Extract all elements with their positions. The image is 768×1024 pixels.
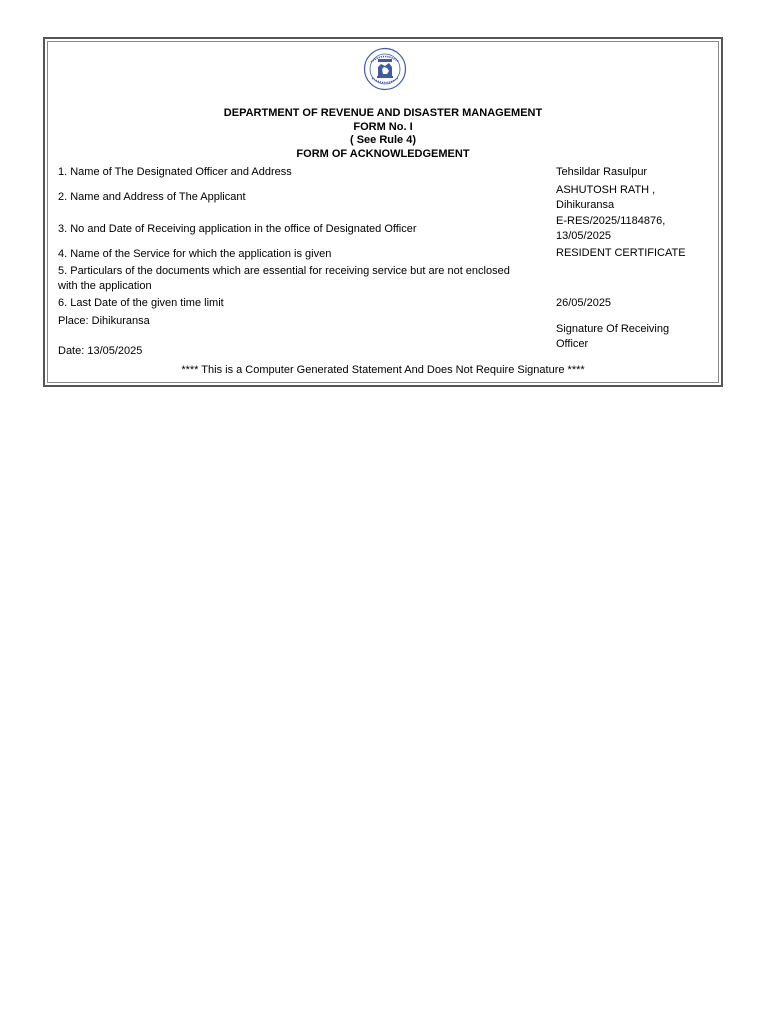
- date: Date: 13/05/2025: [58, 345, 143, 357]
- applicant-label: 2. Name and Address of The Applicant: [58, 191, 246, 203]
- place: Place: Dihikuransa: [58, 315, 150, 327]
- service-name-value: RESIDENT CERTIFICATE: [556, 247, 686, 259]
- form-header: [45, 107, 721, 161]
- rule-reference: ( See Rule 4): [349, 134, 417, 146]
- last-date-label: 6. Last Date of the given time limit: [58, 297, 224, 309]
- signature-caption: [556, 322, 716, 352]
- missing-documents-label-line1: 5. Particulars of the documents which are essential for receiving service but are not enclosed: [58, 265, 510, 277]
- applicant-value: [556, 183, 716, 213]
- application-date: 13/05/2025: [556, 230, 612, 242]
- last-date-value: 26/05/2025: [556, 297, 612, 309]
- signature-caption-line2: Officer: [556, 338, 589, 350]
- missing-documents-label-line2: with the application: [58, 280, 152, 292]
- acknowledgement-form: [43, 37, 723, 387]
- application-receipt-label: 3. No and Date of Receiving application in the office of Designated Officer: [58, 223, 417, 235]
- service-name-label: 4. Name of the Service for which the application is given: [58, 248, 332, 260]
- applicant-address: Dihikuransa: [556, 199, 615, 211]
- department-name: DEPARTMENT OF REVENUE AND DISASTER MANAGEMENT: [223, 107, 543, 119]
- computer-generated-note: **** This is a Computer Generated Statement And Does Not Require Signature ****: [181, 364, 585, 376]
- form-title: FORM OF ACKNOWLEDGEMENT: [296, 147, 470, 160]
- application-receipt-value: [556, 214, 716, 244]
- form-number: FORM No. I: [353, 120, 413, 133]
- application-number: E-RES/2025/1184876,: [556, 215, 666, 227]
- odisha-state-emblem-icon: [363, 47, 407, 91]
- missing-documents-label: [58, 264, 558, 294]
- signature-caption-line1: Signature Of Receiving: [556, 323, 670, 335]
- designated-officer-label: 1. Name of The Designated Officer and Address: [58, 166, 292, 178]
- designated-officer-value: Tehsildar Rasulpur: [556, 166, 648, 178]
- applicant-name: ASHUTOSH RATH ,: [556, 184, 656, 196]
